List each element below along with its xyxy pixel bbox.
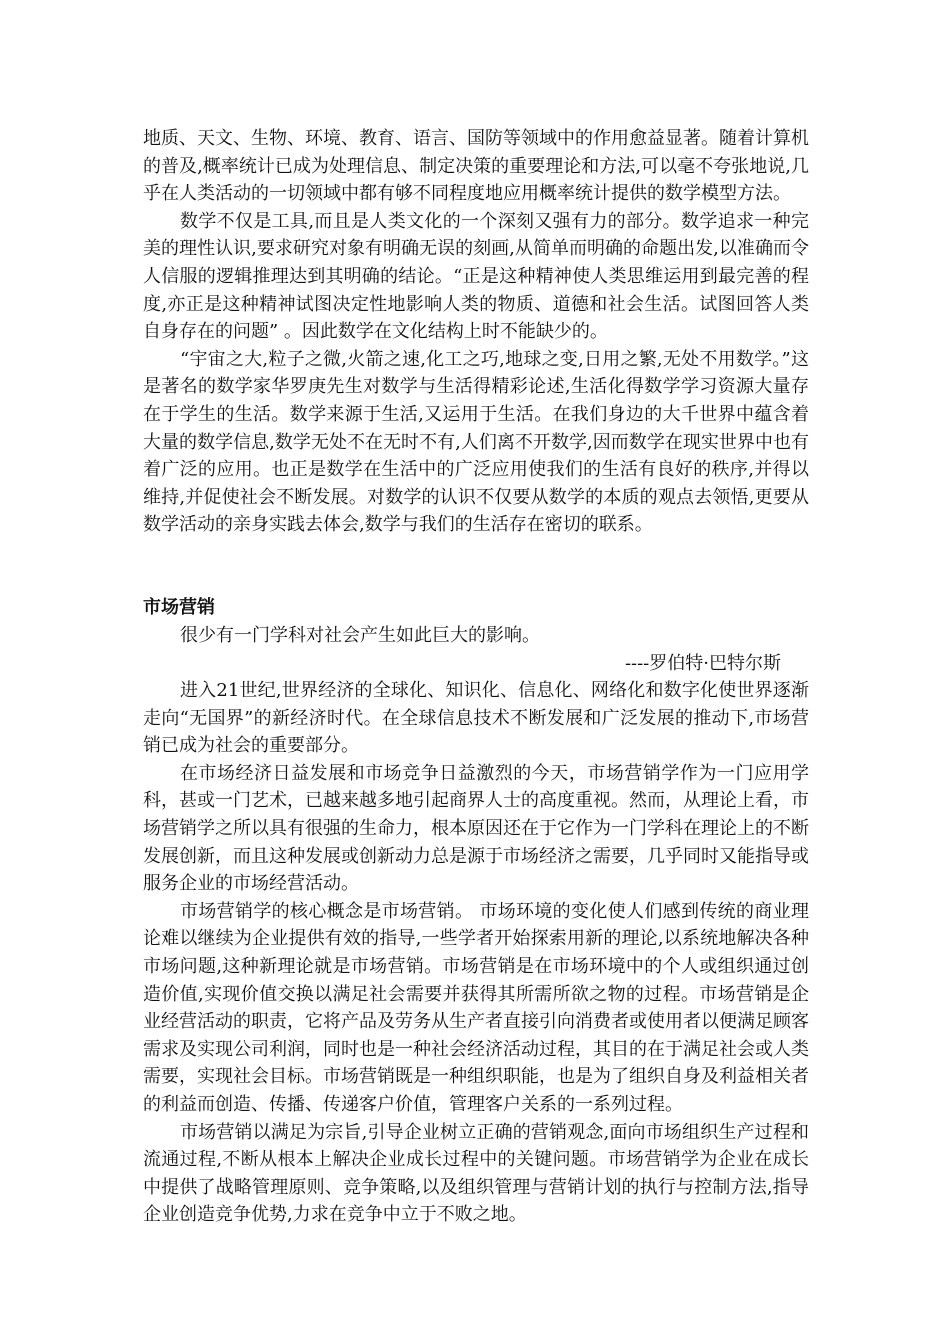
paragraph: 市场营销学的核心概念是市场营销。 市场环境的变化使人们感到传统的商业理论难以继续为企业提供有效的指导,一些学者开始探索用新的理论,以系统地解决各种市场问题,这种新理论就是市场营销。市场营销是在市场环境中的个人或组织通过创造价值,实现价值交换以满足社会需要并获得其所需所欲之物的过程。市场营销是企业经营活动的职责，它将产品及劳务从生产者直接引向消费者或使用者以便满足顾客需求及实现公司利润，同时也是一种社会经济活动过程，其目的在于满足社会或人类需要，实现社会目标。市场营销既是一种组织职能，也是为了组织自身及利益相关者的利益而创造、传播、传递客户价值，管理客户关系的一系列过程。 [143, 900, 809, 1115]
epigraph-attribution: ----罗伯特·巴特尔斯 [624, 652, 781, 674]
paragraph: 数学不仅是工具,而且是人类文化的一个深刻又强有力的部分。数学追求一种完美的理性认识,要求研究对象有明确无误的刻画,从简单而明确的命题出发,以准确而令人信服的逻辑推理达到其明确的结论。“正是这种精神使人类思维运用到最完善的程度,亦正是这种精神试图决定性地影响人类的物质、道德和社会生活。试图回答人类自身存在的问题” 。因此数学在文化结构上时不能缺少的。 [143, 210, 809, 343]
paragraph: 进入21世纪,世界经济的全球化、知识化、信息化、网络化和数字化使世界逐渐走向“无国界”的新经济时代。在全球信息技术不断发展和广泛发展的推动下,市场营销已成为社会的重要部分。 [143, 680, 809, 757]
document-page [143, 125, 809, 1229]
section-title: 市场营销 [143, 596, 215, 618]
epigraph-quote: 很少有一门学科对社会产生如此巨大的影响。 [180, 624, 540, 646]
paragraph: 在市场经济日益发展和市场竞争日益激烈的今天，市场营销学作为一门应用学科，甚或一门艺术，已越来越多地引起商界人士的高度重视。然而，从理论上看，市场营销学之所以具有很强的生命力，根本原因还在于它作为一门学科在理论上的不断发展创新，而且这种发展或创新动力总是源于市场经济之需要，几乎同时又能指导或服务企业的市场经营活动。 [143, 762, 809, 895]
math-section [143, 125, 809, 539]
paragraph: 市场营销以满足为宗旨,引导企业树立正确的营销观念,面向市场组织生产过程和流通过程,不断从根本上解决企业成长过程中的关键问题。市场营销学为企业在成长中提供了战略管理原则、竞争策略,以及组织管理与营销计划的执行与控制方法,指导企业创造竞争优势,力求在竞争中立于不败之地。 [143, 1121, 809, 1226]
paragraph: “宇宙之大,粒子之微,火箭之速,化工之巧,地球之变,日用之繁,无处不用数学。”这是著名的数学家华罗庚先生对数学与生活得精彩论述,生活化得数学学习资源大量存在于学生的生活。数学来源于生活,又运用于生活。在我们身边的大千世界中蕴含着大量的数学信息,数学无处不在无时不有,人们离不开数学,因而数学在现实世界中也有着广泛的应用。也正是数学在生活中的广泛应用使我们的生活有良好的秩序,并得以维持,并促使社会不断发展。对数学的认识不仅要从数学的本质的观点去领悟,更要从数学活动的亲身实践去体会,数学与我们的生活存在密切的联系。 [143, 348, 809, 536]
marketing-section [143, 594, 809, 1229]
paragraph: 地质、天文、生物、环境、教育、语言、国防等领域中的作用愈益显著。随着计算机的普及,概率统计已成为处理信息、制定决策的重要理论和方法,可以毫不夸张地说,几乎在人类活动的一切领域中都有够不同程度地应用概率统计提供的数学模型方法。 [143, 128, 809, 205]
